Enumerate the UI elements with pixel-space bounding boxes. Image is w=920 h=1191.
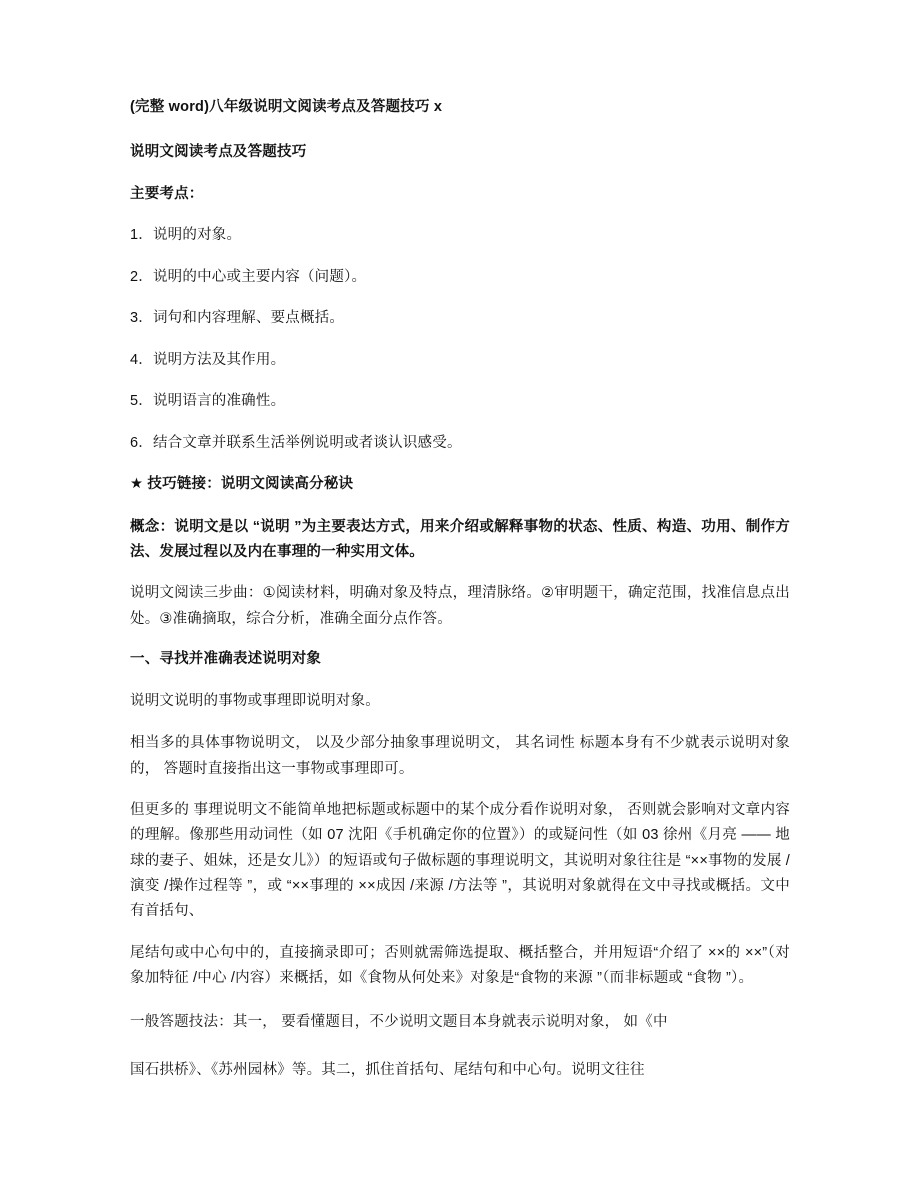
concept-paragraph: 概念：说明文是以 “说明 ”为主要表达方式，用来介绍或解释事物的状态、性质、构造、功用、制作方法、发展过程以及内在事理的一种实用文体。	[130, 518, 790, 561]
section-one-line-6: 国石拱桥》、《苏州园林》等。其二，抓住首括句、尾结句和中心句。说明文往往	[130, 1062, 645, 1079]
keypoint-item-2: 2．说明的中心或主要内容（问题）。	[130, 268, 367, 285]
keypoint-item-4: 4．说明方法及其作用。	[130, 351, 286, 368]
three-steps-paragraph: 说明文阅读三步曲：①阅读材料，明确对象及特点，理清脉络。②审明题干，确定范围，找准信息点出处。③准确摘取，综合分析，准确全面分点作答。	[130, 585, 790, 627]
keypoint-item-3: 3．词句和内容理解、要点概括。	[130, 310, 345, 327]
section-one-line-1: 说明文说明的事物或事理即说明对象。	[130, 692, 380, 709]
keypoint-item-6: 6．结合文章并联系生活举例说明或者谈认识感受。	[130, 434, 462, 451]
section-one-heading: 一、寻找并准确表述说明对象	[130, 651, 322, 668]
document-title: (完整 word)八年级说明文阅读考点及答题技巧 x	[130, 99, 443, 115]
tips-link-heading: ★ 技巧链接：说明文阅读高分秘诀	[130, 476, 354, 493]
keypoint-item-5: 5．说明语言的准确性。	[130, 393, 286, 410]
doc-heading-keypoints: 主要考点：	[130, 185, 204, 202]
doc-heading-main: 说明文阅读考点及答题技巧	[130, 144, 307, 161]
section-one-line-4: 尾结句或中心句中的，直接摘录即可；否则就需筛选提取、概括整合，并用短语“介绍了 ××的 ××”（对象加特征 /中心 /内容）来概括，如《食物从何处来》对象是“食物的来源 ”（而非标题或 “食物 ”）。	[130, 944, 790, 987]
keypoint-item-1: 1．说明的对象。	[130, 227, 242, 244]
section-one-line-2: 相当多的具体事物说明文， 以及少部分抽象事理说明文， 其名词性 标题本身有不少就表示说明对象的， 答题时直接指出这一事物或事理即可。	[130, 735, 790, 777]
section-one-line-5: 一般答题技法：其一， 要看懂题目，不少说明文题目本身就表示说明对象， 如《中	[130, 1013, 668, 1030]
section-one-line-3: 但更多的 事理说明文不能简单地把标题或标题中的某个成分看作说明对象， 否则就会影响对文章内容的理解。像那些用动词性（如 07 沈阳《手机确定你的位置》）的或疑问性（如 03 徐州《月亮 —— 地球的妻子、姐妹，还是女儿》）的短语或句子做标题的事理说明文，其说明对象往往是 “××事物的发展 /演变 /操作过程等 ”，或 “××事理的 ××成因 /来源 /方法等 ”，其说明对象就得在文中寻找或概括。文中有首括句、	[130, 801, 790, 920]
document-body	[130, 96, 790, 1086]
